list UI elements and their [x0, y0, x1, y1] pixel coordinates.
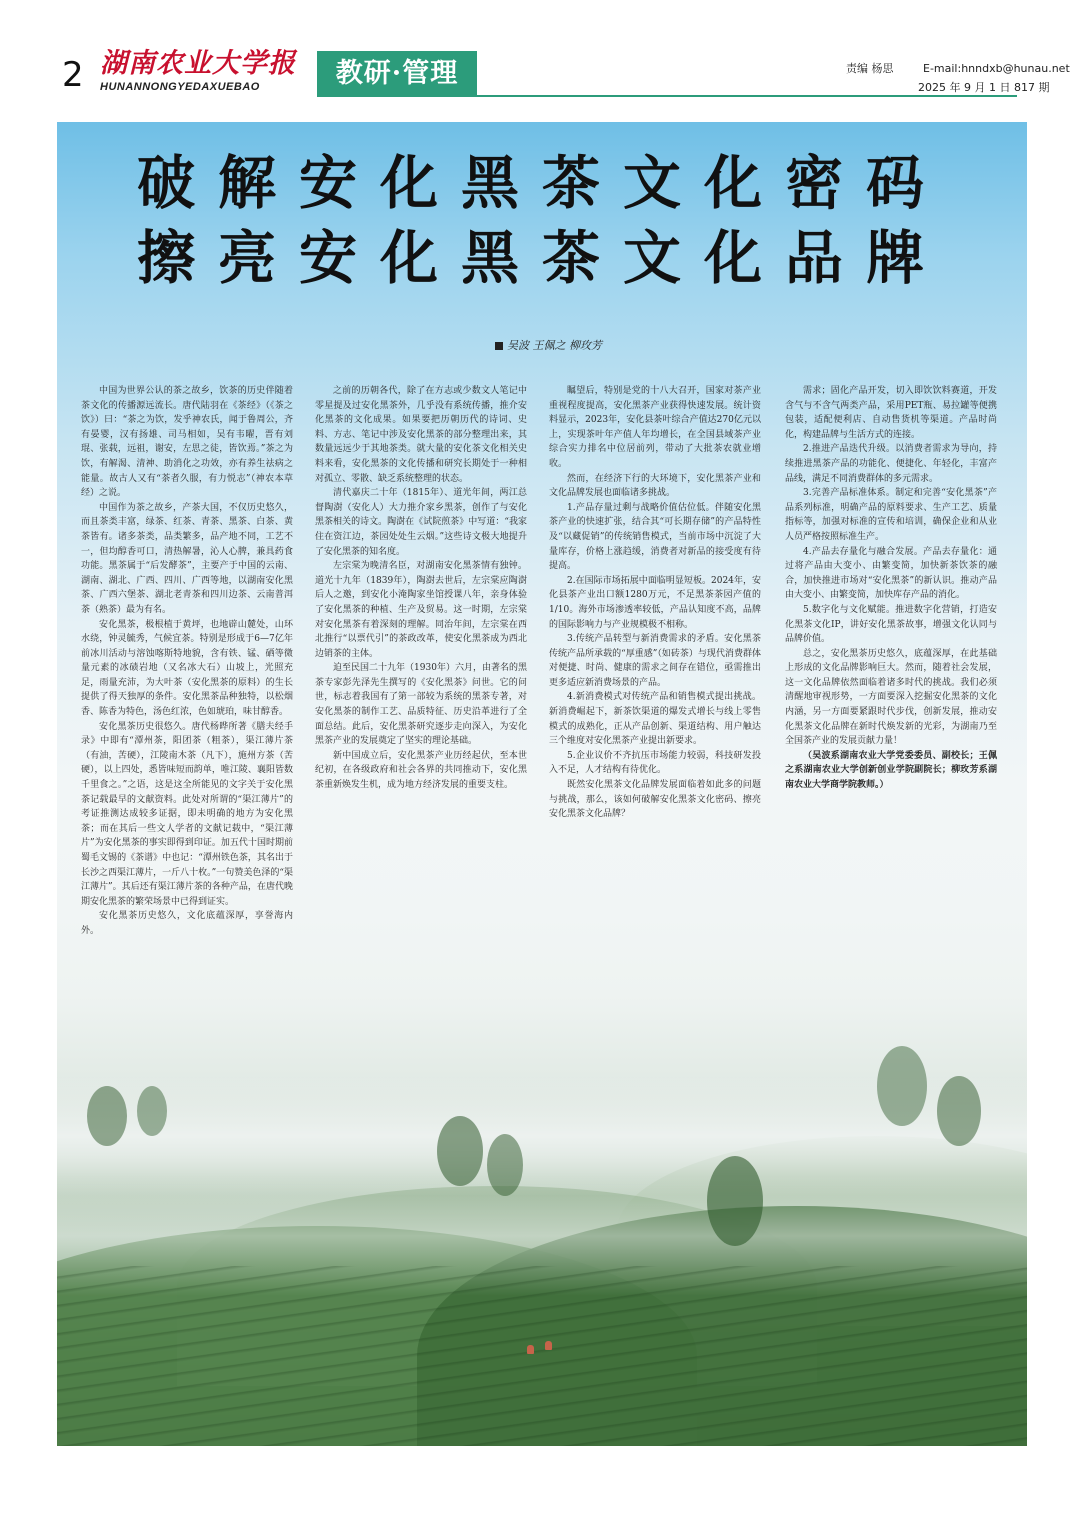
paragraph: 3.完善产品标准体系。制定和完善“安化黑茶”产品系列标准，明确产品的原料要求、生产工艺、质量指标等，加强对标准的宣传和培训，确保企业和从业人员严格按照标准生产。: [785, 488, 997, 542]
headline-line-2: 擦亮安化黑茶文化品牌: [136, 224, 947, 292]
text-column-2: [315, 384, 527, 1046]
paragraph: 安化黑茶，极根植于黄坪，也地辟山麓处，山环水绕，钟灵毓秀，气候宜茶。特别是形成于6—7亿年前冰川活动与溶蚀喀斯特地貌，含有铁、锰、硒等微量元素的冰碛岩地（又名冰大石）山坡上，光照充足，雨量充沛，为大叶茶（安化黑茶的原料）的生长提供了得天独厚的条件。安化黑茶品种独特，以松烟香、陈香为特色，汤色红浓，色如琥珀，味甘醇香。: [81, 619, 293, 718]
paragraph: 左宗棠为晚清名臣，对湖南安化黑茶情有独钟。道光十九年（1839年），陶澍去世后，左宗棠应陶澍后人之邀，到安化小淹陶家坐馆授课八年，亲身体验了安化黑茶的种植、生产及贸易。这一时期，左宗棠对安化黑茶有着深刻的理解。同治年间，左宗棠在西北推行“以票代引”的茶政改革，使安化黑茶成为西北边销茶的主体。: [315, 561, 527, 659]
newspaper-name-en: HUNANNONGYEDAXUEBAO: [100, 81, 260, 93]
text-column-1: [81, 384, 293, 1226]
paragraph: 1.产品存量过剩与战略价值估位低。伴随安化黑茶产业的快速扩张，结合其“可长期存储”的产品特性及“以藏促销”的传统销售模式，当前市场中沉淀了大量库存，价格上涨趋缓，消费者对新品的接受度有待提高。: [549, 502, 761, 572]
author-note: （吴波系湖南农业大学党委委员、副校长；王佩之系湖南农业大学创新创业学院副院长；柳玫芳系湖南农业大学商学院教师。）: [785, 750, 997, 791]
paragraph: 瞩望后，特别是党的十八大召开，国家对茶产业重视程度提高，安化黑茶产业获得快速发展。统计资料显示，2023年，安化县茶叶综合产值达270亿元以上，实现茶叶年产值人年均增长，在全国县域茶产业综合实力排名中位居前列，带动了大批茶农就业增收。: [549, 386, 761, 469]
page-number: 2: [62, 55, 84, 95]
paragraph: 需求；固化产品开发，切入即饮饮料赛道，开发含气与不含气两类产品，采用PET瓶、易拉罐等便携包装，适配便利店、自动售货机等渠道。产品时尚化，构建品牌与生活方式的连接。: [785, 386, 997, 440]
paragraph: 清代嘉庆二十年（1815年）、道光年间，两江总督陶澍（安化人）大力推介家乡黑茶，创作了与安化黑茶相关的诗文。陶澍在《试院煎茶》中写道：“我家住在资江边，茶园处处生云烟。”这些诗文极大地提升了安化黑茶的知名度。: [315, 488, 527, 557]
paragraph: 迫至民国二十九年（1930年）六月，由著名的黑茶专家彭先泽先生撰写的《安化黑茶》问世。它的问世，标志着我国有了第一部较为系统的黑茶专著，对安化黑茶的制作工艺、品质特征、历史沿革进行了全面总结。此后，安化黑茶研究逐步走向深入，为安化黑茶产业的发展奠定了坚实的理论基础。: [315, 663, 527, 747]
paragraph: 4.新消费模式对传统产品和销售模式提出挑战。新消费崛起下，新茶饮渠道的爆发式增长与线上零售模式的成熟化，正从产品创新、渠道结构、用户触达三个维度对安化黑茶产业提出新要求。: [549, 692, 761, 747]
text-column-4: [785, 384, 997, 964]
paragraph: 4.产品去存量化与融合发展。产品去存量化：通过将产品由大变小、由繁变简，加快新茶饮茶的融合，加快推进市场对“安化黑茶”的新认识。推动产品由大变小、由繁变简，加快库存产品的消化。: [785, 546, 997, 601]
editor-email: E-mail:hnndxb@hunau.net: [923, 62, 1070, 75]
paragraph: 中国作为茶之故乡，产茶大国，不仅历史悠久，而且茶类丰富，绿茶、红茶、青茶、黑茶、白茶、黄茶皆有。诸多茶类，品类繁多，品产地不同，工艺不一，但均醇香可口，清热解暑，沁人心脾，兼具药食功能。黑茶属于“后发酵茶”，主要产于中国的云南、湖南、湖北、广西、四川、广西等地，以湖南安化黑茶、广西六堡茶、湖北老青茶和四川边茶、云南普洱茶（熟茶）最为有名。: [81, 502, 293, 615]
paragraph: 中国为世界公认的茶之故乡，饮茶的历史伴随着茶文化的传播源远流长。唐代陆羽在《茶经》（《茶之饮》）曰：“茶之为饮，发乎神农氏，闻于鲁周公，齐有晏婴，汉有扬雄、司马相如，吴有韦曜，晋有刘琨、张载，远祖，谢安，左思之徒，皆饮焉。”茶之为饮，有解渴、清神、助消化之功效，亦有养生祛病之能量。故古人又有“茶者久服，有力悦志”（神农本草经）之说。: [81, 386, 293, 499]
article-body: [81, 384, 1003, 1444]
byline-authors: 吴波 王佩之 柳玫芳: [507, 339, 602, 352]
paragraph: 既然安化黑茶文化品牌发展面临着如此多的问题与挑战，那么，该如何破解安化黑茶文化密码、擦亮安化黑茶文化品牌？: [549, 780, 761, 820]
paragraph: 2.在国际市场拓展中面临明显短板。2024年，安化县茶产业出口额1280万元，不足黑茶茶园产值的1/10。海外市场渗透率较低，产品认知度不高，品牌的国际影响力与产业规模极不相称。: [549, 575, 761, 630]
paragraph: 2.推进产品迭代升级。以消费者需求为导向，持续推进黑茶产品的功能化、便捷化、年轻化，丰富产品线，满足不同消费群体的多元需求。: [785, 444, 997, 484]
issue-date: 2025 年 9 月 1 日 817 期: [918, 81, 1050, 94]
text-column-3: [549, 384, 761, 1064]
paragraph: 5.企业议价不齐抗压市场能力较弱，科技研发投入不足，人才结构有待优化。: [549, 750, 761, 776]
paragraph: 3.传统产品转型与新消费需求的矛盾。安化黑茶传统产品所承载的“厚重感”（如砖茶）与现代消费群体对便捷、时尚、健康的需求之间存在错位，亟需推出更多适应新消费场景的产品。: [549, 634, 761, 688]
paragraph: 安化黑茶历史很悠久。唐代杨晔所著《膳夫经手录》中即有“潭州茶，阳团茶（粗茶），渠江薄片茶（有油，苦硬），江陵南木茶（凡下），施州方茶（苦硬），以上四处，悉皆味短而韵单，唯江陵、襄阳皆数千里食之。”之语，这是这全所能见的文字关于安化黑茶记载最早的文献资料。此处对所谓的“渠江薄片”的考证推测达成较多证据，即未明确的地方为安化黑茶；而在其后一些文人学者的文献记载中，“渠江薄片”为安化黑茶的事实即得到印证。加五代十国时期前蜀毛文锡的《茶谱》中也记：“潭州铁色茶，其名出于长沙之西渠江薄片，一斤八十枚。”一句赞美色泽的“渠江薄片”。其后还有渠江薄片茶的各种产品，在唐代晚期安化黑茶的繁荣场景中已得到证实。: [81, 721, 293, 907]
section-title: 教研·管理: [317, 51, 477, 97]
editor-name: 责编 杨思: [846, 62, 894, 75]
feature-article: [57, 122, 1027, 1446]
section-divider: [477, 95, 1017, 97]
editor-info: [846, 60, 1070, 76]
byline: [495, 337, 602, 353]
paragraph: 总之，安化黑茶历史悠久，底蕴深厚，在此基础上形成的文化品牌影响巨大。然而，随着社会发展，这一文化品牌依然面临着诸多时代的挑战。我们必须清醒地审视形势，一方面要深入挖掘安化黑茶的文化内涵，另一方面要紧跟时代步伐，创新发展，推动安化黑茶文化品牌在新时代焕发新的光彩，为湖南乃至全国茶产业的发展贡献力量！: [785, 648, 997, 747]
newspaper-name: 湖南农业大学报: [100, 48, 296, 79]
paragraph: 之前的历朝各代，除了在方志或少数文人笔记中零星提及过安化黑茶外，几乎没有系统传播，推介安化黑茶的文化成果。如果要把历朝历代的诗词、史料、方志、笔记中涉及安化黑茶的部分整理出来，其数量远远少于其地茶类。就大量的安化茶文化相关史料来看，安化黑茶的文化传播和研究长期处于一种相对孤立、零散、缺乏系统整理的状态。: [315, 386, 527, 484]
paragraph: 然而，在经济下行的大环境下，安化黑茶产业和文化品牌发展也面临诸多挑战。: [549, 473, 761, 499]
paragraph: 安化黑茶历史悠久，文化底蕴深厚，享誉海内外。: [81, 911, 293, 936]
paragraph: 5.数字化与文化赋能。推进数字化营销，打造安化黑茶文化IP，讲好安化黑茶故事，增强文化认同与品牌价值。: [785, 604, 997, 645]
paragraph: 新中国成立后，安化黑茶产业历经起伏，至本世纪初，在各级政府和社会各界的共同推动下，安化黑茶重新焕发生机，成为地方经济发展的重要支柱。: [315, 750, 527, 791]
newspaper-logo: [100, 50, 310, 93]
headline-line-1: 破解安化黑茶文化密码: [136, 149, 947, 217]
byline-marker-icon: [495, 342, 503, 350]
